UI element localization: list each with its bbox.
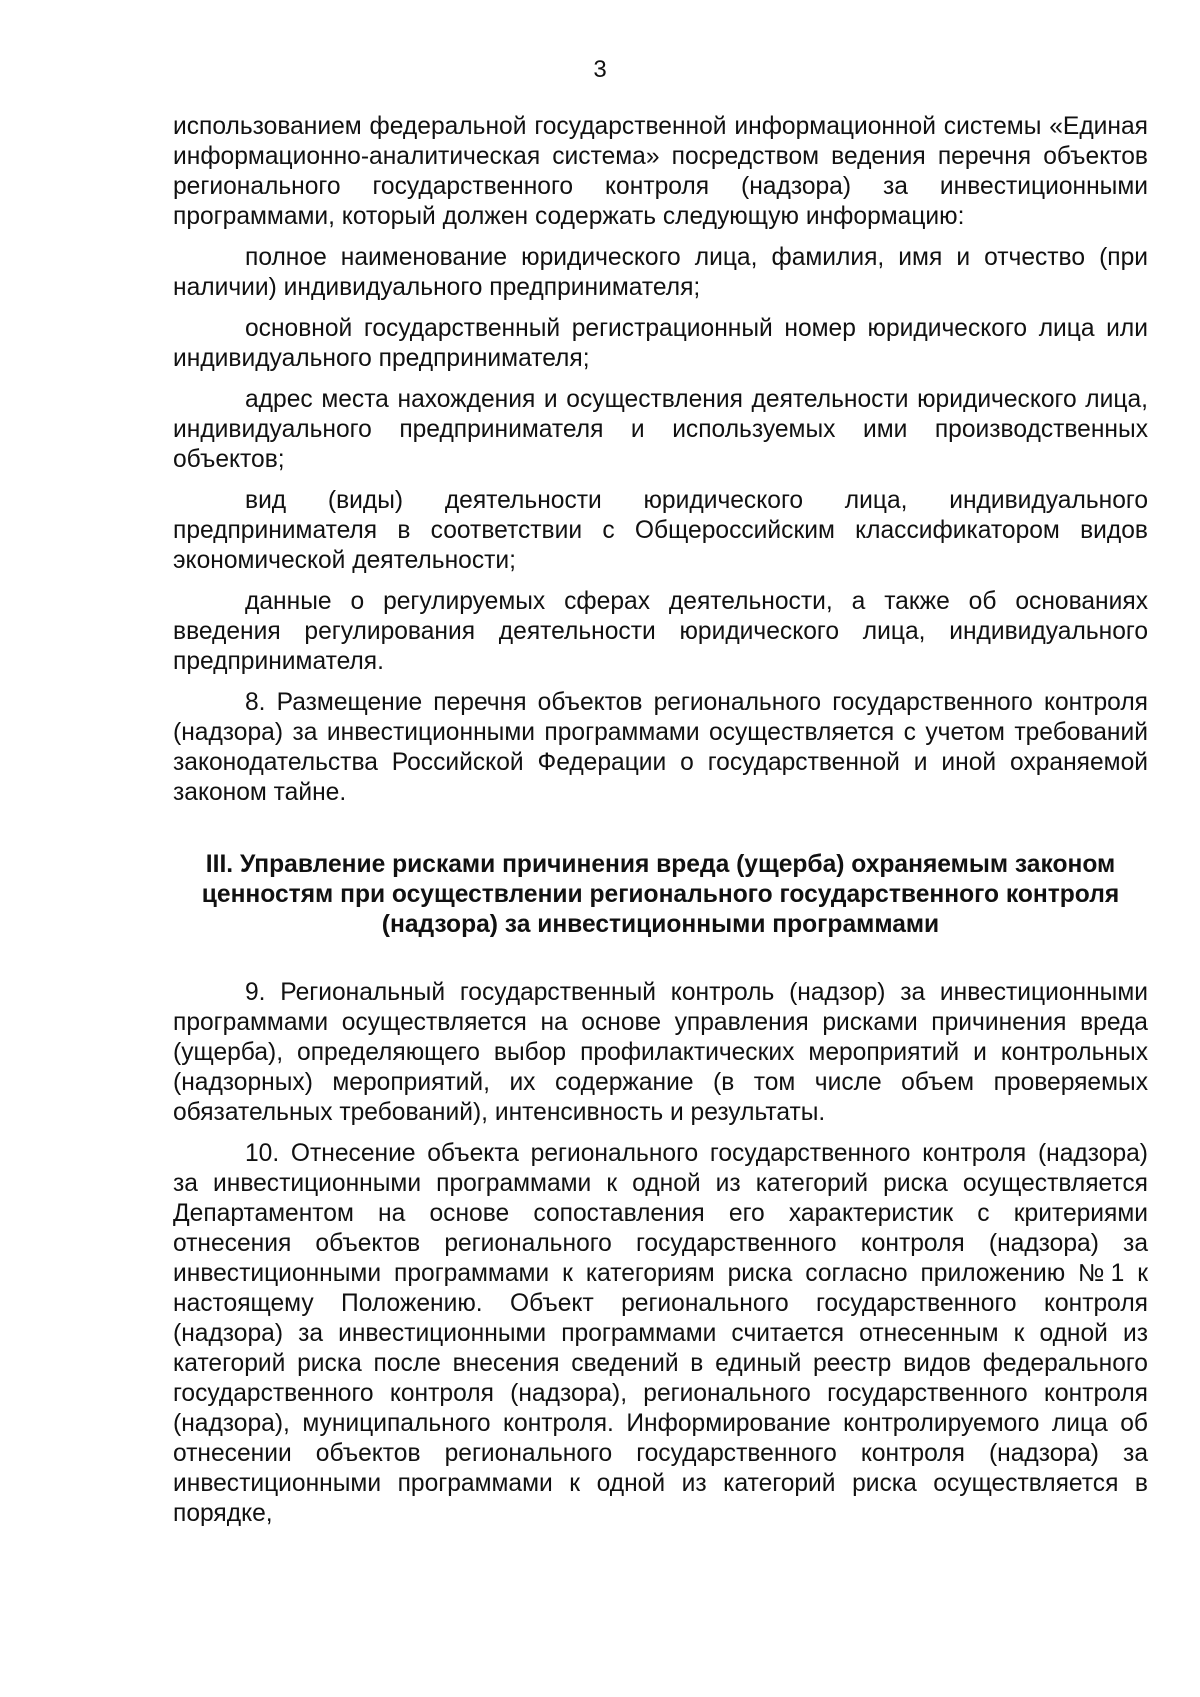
paragraph-item-8: 8. Размещение перечня объектов регионального государственного контроля (надзора) за инвестиционными программами осуществляется с учетом требований законодательства Российской Федерации о государственной и иной охраняемой законом тайне.: [173, 689, 1148, 806]
paragraph-item-9: 9. Региональный государственный контроль (надзор) за инвестиционными программами осуществляется на основе управления рисками причинения вреда (ущерба), определяющего выбор профилактических мероприятий и контрольных (надзорных) мероприятий, их содержание (в том числе объем проверяемых обязательных требований), интенсивность и результаты.: [173, 979, 1148, 1126]
paragraph-activity-types: вид (виды) деятельности юридического лица, индивидуального предпринимателя в соответствии с Общероссийским классификатором видов экономической деятельности;: [173, 487, 1148, 574]
paragraph-regulated-spheres: данные о регулируемых сферах деятельности, а также об основаниях введения регулирования деятельности юридического лица, индивидуального предпринимателя.: [173, 588, 1148, 675]
section-heading: III. Управление рисками причинения вреда (ущерба) охраняемым законом ценностям при осуществлении регионального государственного контроля (надзора) за инвестиционными программами: [201, 851, 1120, 938]
paragraph-continuation: использованием федеральной государственной информационной системы «Единая информационно-аналитическая система» посредством ведения перечня объектов регионального государственного контроля (надзора) за инвестиционными программами, который должен содержать следующую информацию:: [173, 113, 1148, 230]
paragraph-item-10: 10. Отнесение объекта регионального государственного контроля (надзора) за инвестиционными программами к одной из категорий риска осуществляется Департаментом на основе сопоставления его характеристик с критериями отнесения объектов регионального государственного контроля (надзора) за инвестиционными программами к категориям риска согласно приложению №1 к настоящему Положению. Объект регионального государственного контроля (надзора) за инвестиционными программами считается отнесенным к одной из категорий риска после внесения сведений в единый реестр видов федерального государственного контроля (надзора), регионального государственного контроля (надзора), муниципального контроля. Информирование контролируемого лица об отнесении объектов регионального государственного контроля (надзора) за инвестиционными программами к одной из категорий риска осуществляется в порядке,: [173, 1140, 1148, 1527]
page-number: 3: [593, 56, 607, 83]
paragraph-registration-number: основной государственный регистрационный номер юридического лица или индивидуального предпринимателя;: [173, 315, 1148, 372]
paragraph-full-name: полное наименование юридического лица, фамилия, имя и отчество (при наличии) индивидуального предпринимателя;: [173, 244, 1148, 301]
document-body: [173, 112, 1148, 1540]
paragraph-address: адрес места нахождения и осуществления деятельности юридического лица, индивидуального предпринимателя и используемых ими производственных объектов;: [173, 386, 1148, 473]
